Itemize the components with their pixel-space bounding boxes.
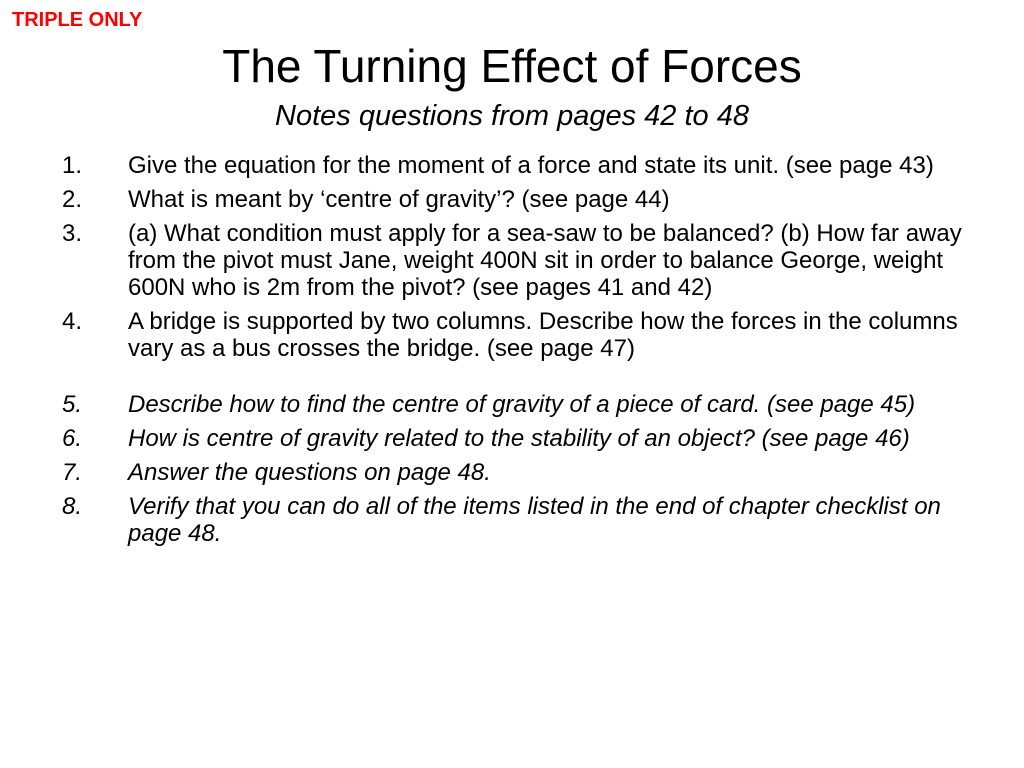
item-text: (a) What condition must apply for a sea-saw to be balanced? (b) How far away from the pivot must Jane, weight 400N sit in order to balance George, weight 600N who is 2m from the pivot? (see pages 41 and 42) [128, 220, 962, 301]
item-number: 8. [62, 493, 83, 520]
item-number: 3. [62, 220, 83, 247]
item-text: What is meant by ‘centre of gravity’? (see page 44) [128, 186, 670, 213]
list-item [62, 152, 997, 179]
list-item [62, 220, 997, 301]
item-number: 4. [62, 308, 83, 335]
item-number: 6. [62, 425, 83, 452]
list-item [62, 493, 997, 547]
triple-only-label: TRIPLE ONLY [12, 9, 143, 31]
list-item [62, 425, 997, 452]
item-text: A bridge is supported by two columns. Describe how the forces in the columns vary as a bus crosses the bridge. (see page 47) [128, 308, 958, 362]
list-item [62, 308, 997, 362]
item-text: Give the equation for the moment of a force and state its unit. (see page 43) [128, 152, 934, 179]
item-number: 2. [62, 186, 83, 213]
list-item [62, 186, 997, 213]
item-text: Describe how to find the centre of gravity of a piece of card. (see page 45) [128, 391, 916, 418]
list-item [62, 459, 997, 486]
item-text: Verify that you can do all of the items listed in the end of chapter checklist on page 48. [128, 493, 941, 547]
item-text: Answer the questions on page 48. [128, 459, 491, 486]
item-number: 7. [62, 459, 83, 486]
item-number: 5. [62, 391, 83, 418]
item-number: 1. [62, 152, 83, 179]
list-item [62, 391, 997, 418]
item-text: How is centre of gravity related to the stability of an object? (see page 46) [128, 425, 910, 452]
slide-subtitle: Notes questions from pages 42 to 48 [275, 100, 749, 132]
questions-list [62, 152, 997, 554]
slide-title: The Turning Effect of Forces [222, 40, 802, 92]
